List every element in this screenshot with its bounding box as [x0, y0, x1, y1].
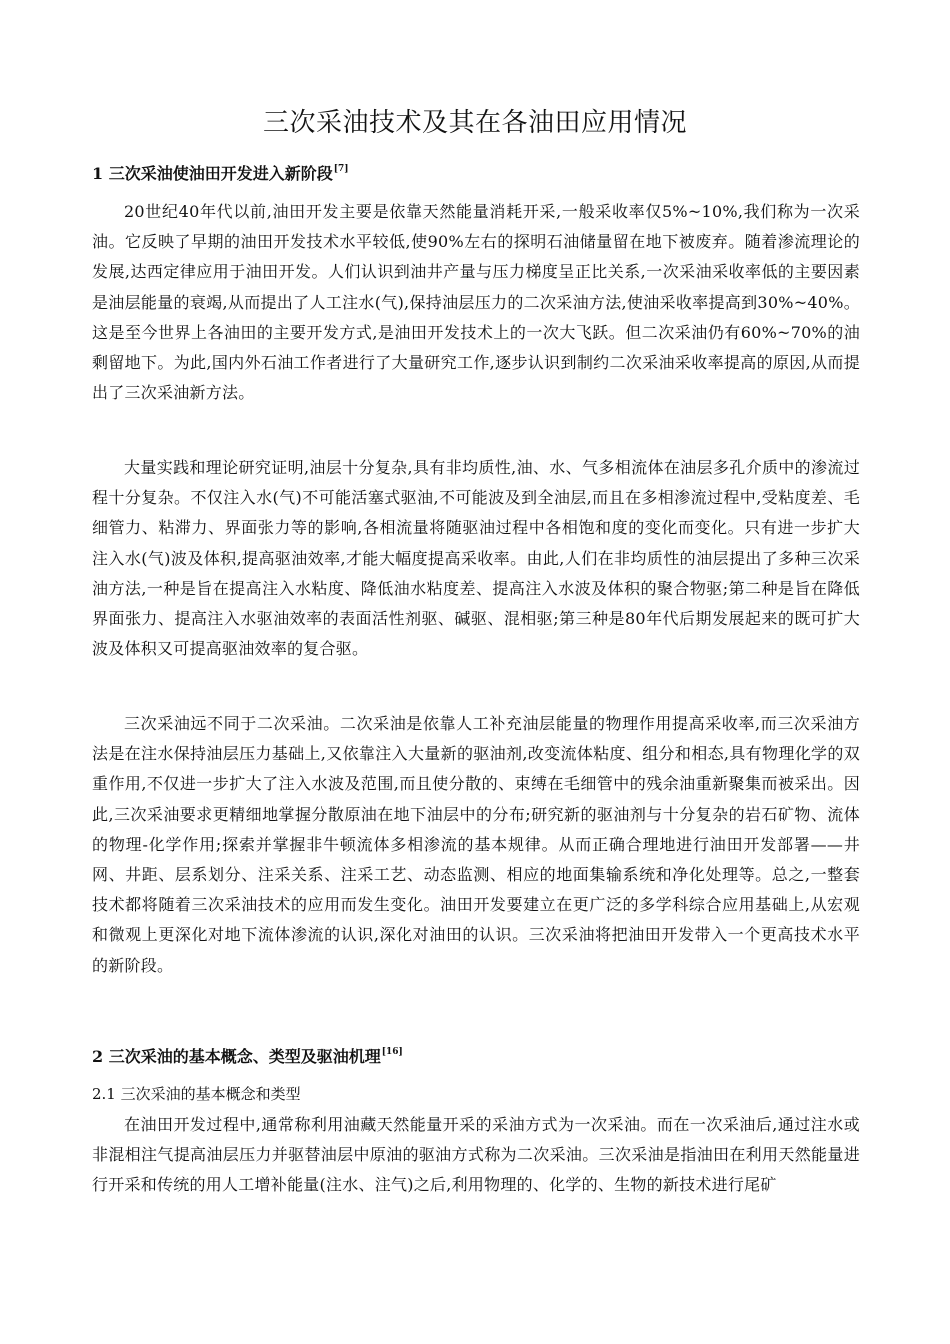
- section-1-paragraph-3: 三次采油远不同于二次采油。二次采油是依靠人工补充油层能量的物理作用提高采收率,而三次采油方法是在注水保持油层压力基础上,又依靠注入大量新的驱油剂,改变流体粘度、组分和相态,具有物理化学的双重作用,不仅进一步扩大了注入水波及范围,而且使分散的、束缚在毛细管中的残余油重新聚集而被采出。因此,三次采油要求更精细地掌握分散原油在地下油层中的分布;研究新的驱油剂与十分复杂的岩石矿物、流体的物理-化学作用;探索并掌握非牛顿流体多相渗流的基本规律。从而正确合理地进行油田开发部署——井网、井距、层系划分、注采关系、注采工艺、动态监测、相应的地面集输系统和净化处理等。总之,一整套技术都将随着三次采油技术的应用而发生变化。油田开发要建立在更广泛的多学科综合应用基础上,从宏观和微观上更深化对地下流体渗流的认识,深化对油田的认识。三次采油将把油田开发带入一个更高技术水平的新阶段。: [92, 714, 860, 975]
- section-1-heading: [92, 161, 349, 187]
- section-2-citation: [16]: [381, 1047, 403, 1057]
- section-1-heading-text: 1 三次采油使油田开发进入新阶段: [92, 164, 333, 183]
- subsection-2-1-paragraph-1: 在油田开发过程中,通常称利用油藏天然能量开采的采油方式为一次采油。而在一次采油后,通过注水或非混相注气提高油层压力并驱替油层中原油的驱油方式称为二次采油。三次采油是指油田在利用天然能量进行开采和传统的用人工增补能量(注水、注气)之后,利用物理的、化学的、生物的新技术进行尾矿: [92, 1115, 860, 1195]
- document-title: 三次采油技术及其在各油田应用情况: [262, 108, 687, 138]
- section-1-citation: [7]: [333, 164, 349, 174]
- section-1-paragraph-2: 大量实践和理论研究证明,油层十分复杂,具有非均质性,油、水、气多相流体在油层多孔介质中的渗流过程十分复杂。不仅注入水(气)不可能活塞式驱油,不可能波及到全油层,而且在多相渗流过程中,受粘度差、毛细管力、粘滞力、界面张力等的影响,各相流量将随驱油过程中各相饱和度的变化而变化。只有进一步扩大注入水(气)波及体积,提高驱油效率,才能大幅度提高采收率。由此,人们在非均质性的油层提出了多种三次采油方法,一种是旨在提高注入水粘度、降低油水粘度差、提高注入水波及体积的聚合物驱;第二种是旨在降低界面张力、提高注入水驱油效率的表面活性剂驱、碱驱、混相驱;第三种是80年代后期发展起来的既可扩大波及体积又可提高驱油效率的复合驱。: [92, 458, 860, 659]
- section-2-heading-text: 2 三次采油的基本概念、类型及驱油机理: [92, 1047, 381, 1066]
- subsection-2-1-heading: 2.1 三次采油的基本概念和类型: [92, 1085, 301, 1103]
- section-2-heading: [92, 1044, 403, 1070]
- section-1-paragraph-1: 20世纪40年代以前,油田开发主要是依靠天然能量消耗开采,一般采收率仅5%~10%,我们称为一次采油。它反映了早期的油田开发技术水平较低,使90%左右的探明石油储量留在地下被废弃。随着渗流理论的发展,达西定律应用于油田开发。人们认识到油井产量与压力梯度呈正比关系,一次采油采收率低的主要因素是油层能量的衰竭,从而提出了人工注水(气),保持油层压力的二次采油方法,使油采收率提高到30%~40%。这是至今世界上各油田的主要开发方式,是油田开发技术上的一次大飞跃。但二次采油仍有60%~70%的油剩留地下。为此,国内外石油工作者进行了大量研究工作,逐步认识到制约二次采油采收率提高的原因,从而提出了三次采油新方法。: [92, 202, 860, 403]
